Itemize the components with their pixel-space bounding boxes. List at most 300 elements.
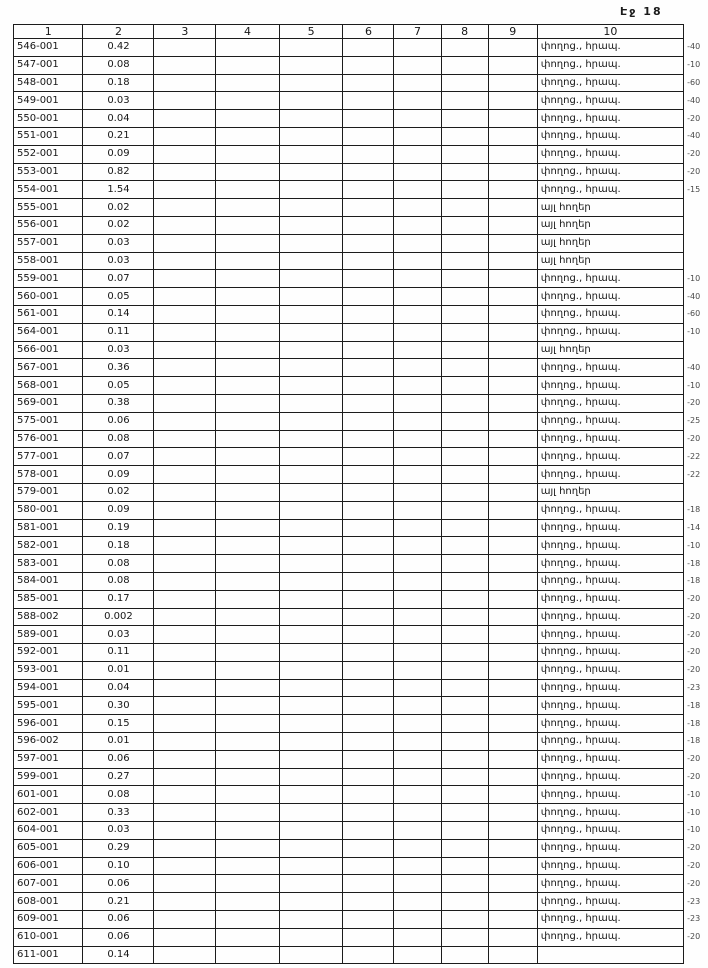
cell-empty [216, 501, 280, 519]
cell-empty [488, 412, 537, 430]
table-row [14, 822, 708, 840]
cell-land-type: փողոց., հրապ. [537, 145, 683, 163]
cell-empty [394, 288, 441, 306]
cell-empty [154, 555, 216, 573]
cell-empty [216, 270, 280, 288]
cell-empty [343, 181, 394, 199]
cell-empty [488, 875, 537, 893]
cell-empty [216, 56, 280, 74]
margin-mark: -10 [687, 789, 701, 799]
cell-land-type: փողոց., հրապ. [537, 394, 683, 412]
cell-empty [216, 875, 280, 893]
cell-land-type: փողոց., հրապ. [537, 572, 683, 590]
cell-area-value: 0.02 [83, 199, 154, 217]
cell-area-value: 0.82 [83, 163, 154, 181]
cell-empty [279, 804, 343, 822]
cell-parcel-code: 580-001 [14, 501, 83, 519]
cell-empty [441, 377, 488, 395]
cell-land-type: փողոց., հրապ. [537, 750, 683, 768]
cell-empty [216, 127, 280, 145]
table-row [14, 626, 708, 644]
column-header: 5 [279, 25, 343, 39]
cell-empty [154, 466, 216, 484]
cell-empty [279, 519, 343, 537]
cell-empty [343, 946, 394, 964]
cell-empty [394, 92, 441, 110]
cell-empty [441, 56, 488, 74]
cell-empty [154, 786, 216, 804]
margin-mark: -22 [687, 451, 701, 461]
cell-empty [394, 804, 441, 822]
cell-empty [343, 928, 394, 946]
cell-land-type: փողոց., հրապ. [537, 448, 683, 466]
margin-mark: -18 [687, 718, 701, 728]
cell-empty [441, 839, 488, 857]
cell-area-value: 0.06 [83, 928, 154, 946]
table-header-row [14, 25, 708, 39]
cell-empty [394, 590, 441, 608]
cell-empty [441, 644, 488, 662]
cell-empty [394, 715, 441, 733]
cell-empty [343, 555, 394, 573]
cell-empty [279, 893, 343, 911]
cell-empty [394, 145, 441, 163]
table-row [14, 412, 708, 430]
cell-empty [216, 893, 280, 911]
cell-empty [343, 733, 394, 751]
cell-empty [154, 199, 216, 217]
cell-empty [343, 127, 394, 145]
cell-parcel-code: 551-001 [14, 127, 83, 145]
cell-empty [488, 857, 537, 875]
cell-empty [343, 804, 394, 822]
cell-land-type: այլ հողեր [537, 216, 683, 234]
cell-empty [394, 359, 441, 377]
cell-parcel-code: 554-001 [14, 181, 83, 199]
table-row [14, 448, 708, 466]
cell-area-value: 0.08 [83, 786, 154, 804]
cell-empty [488, 127, 537, 145]
cell-area-value: 0.17 [83, 590, 154, 608]
cell-empty [279, 911, 343, 929]
cell-empty [343, 822, 394, 840]
cell-empty [154, 911, 216, 929]
cell-parcel-code: 581-001 [14, 519, 83, 537]
table-row [14, 145, 708, 163]
cell-empty [216, 608, 280, 626]
cell-empty [216, 394, 280, 412]
table-row [14, 216, 708, 234]
cell-land-type: այլ հողեր [537, 341, 683, 359]
cell-land-type: փողոց., հրապ. [537, 644, 683, 662]
cell-area-value: 0.03 [83, 92, 154, 110]
cell-land-type: փողոց., հրապ. [537, 822, 683, 840]
margin-mark: -20 [687, 611, 701, 621]
cell-empty [441, 626, 488, 644]
cell-land-type: փողոց., հրապ. [537, 377, 683, 395]
cell-area-value: 0.06 [83, 412, 154, 430]
margin-mark: -18 [687, 736, 701, 746]
margin-mark [684, 946, 708, 964]
cell-empty [394, 74, 441, 92]
column-header: 10 [537, 25, 683, 39]
cell-empty [154, 590, 216, 608]
cell-empty [441, 946, 488, 964]
cell-empty [343, 644, 394, 662]
cell-parcel-code: 552-001 [14, 145, 83, 163]
cell-empty [488, 199, 537, 217]
cell-empty [154, 181, 216, 199]
cell-empty [488, 110, 537, 128]
cell-empty [441, 270, 488, 288]
cell-empty [488, 644, 537, 662]
cell-empty [154, 163, 216, 181]
cell-land-type: փողոց., հրապ. [537, 110, 683, 128]
cell-area-value: 0.09 [83, 501, 154, 519]
cell-empty [154, 626, 216, 644]
cell-empty [343, 572, 394, 590]
cell-empty [216, 555, 280, 573]
table-row [14, 661, 708, 679]
cell-empty [441, 483, 488, 501]
cell-empty [441, 110, 488, 128]
table-row [14, 590, 708, 608]
cell-empty [343, 394, 394, 412]
cell-empty [343, 39, 394, 57]
cell-empty [441, 715, 488, 733]
cell-parcel-code: 549-001 [14, 92, 83, 110]
cell-empty [488, 768, 537, 786]
table-row [14, 679, 708, 697]
cell-area-value: 0.14 [83, 305, 154, 323]
cell-empty [394, 839, 441, 857]
margin-mark: -60 [687, 77, 701, 87]
cell-parcel-code: 589-001 [14, 626, 83, 644]
cell-area-value: 0.38 [83, 394, 154, 412]
cell-area-value: 0.05 [83, 377, 154, 395]
cell-empty [216, 412, 280, 430]
margin-mark [684, 216, 708, 234]
cell-empty [488, 661, 537, 679]
cell-parcel-code: 610-001 [14, 928, 83, 946]
cell-empty [154, 270, 216, 288]
table-row [14, 715, 708, 733]
cell-empty [394, 163, 441, 181]
cell-empty [279, 448, 343, 466]
cell-parcel-code: 584-001 [14, 572, 83, 590]
cell-parcel-code: 560-001 [14, 288, 83, 306]
table-row [14, 270, 708, 288]
cell-parcel-code: 577-001 [14, 448, 83, 466]
table-row [14, 199, 708, 217]
cell-empty [216, 572, 280, 590]
cell-empty [216, 822, 280, 840]
cell-empty [216, 74, 280, 92]
cell-area-value: 0.08 [83, 56, 154, 74]
cell-land-type: փողոց., հրապ. [537, 127, 683, 145]
cell-land-type: փողոց., հրապ. [537, 359, 683, 377]
cell-empty [343, 786, 394, 804]
cell-land-type: փողոց., հրապ. [537, 537, 683, 555]
cell-empty [279, 92, 343, 110]
cell-empty [343, 323, 394, 341]
cell-area-value: 0.21 [83, 893, 154, 911]
cell-land-type: փողոց., հրապ. [537, 768, 683, 786]
cell-parcel-code: 583-001 [14, 555, 83, 573]
cell-empty [488, 946, 537, 964]
cell-empty [441, 323, 488, 341]
cell-parcel-code: 593-001 [14, 661, 83, 679]
margin-mark: -18 [687, 700, 701, 710]
cell-empty [488, 537, 537, 555]
cell-empty [488, 163, 537, 181]
cell-parcel-code: 607-001 [14, 875, 83, 893]
cell-empty [394, 448, 441, 466]
cell-empty [441, 768, 488, 786]
cell-empty [154, 946, 216, 964]
cell-empty [279, 74, 343, 92]
table-row [14, 572, 708, 590]
cell-empty [488, 288, 537, 306]
cell-land-type: այլ հողեր [537, 234, 683, 252]
cell-empty [394, 252, 441, 270]
cell-empty [441, 555, 488, 573]
cell-empty [216, 448, 280, 466]
margin-mark: -10 [687, 807, 701, 817]
cell-empty [279, 252, 343, 270]
cell-empty [394, 911, 441, 929]
cell-empty [154, 857, 216, 875]
cell-empty [279, 822, 343, 840]
cell-empty [279, 661, 343, 679]
cell-empty [154, 430, 216, 448]
cell-empty [343, 341, 394, 359]
cell-area-value: 0.11 [83, 644, 154, 662]
cell-empty [488, 697, 537, 715]
cell-land-type: փողոց., հրապ. [537, 305, 683, 323]
cell-empty [343, 199, 394, 217]
margin-mark: -20 [687, 629, 701, 639]
cell-empty [279, 483, 343, 501]
cell-land-type: փողոց., հրապ. [537, 555, 683, 573]
cell-empty [216, 163, 280, 181]
cell-parcel-code: 553-001 [14, 163, 83, 181]
cell-empty [343, 697, 394, 715]
cell-empty [279, 750, 343, 768]
margin-mark: -15 [687, 184, 701, 194]
cell-empty [394, 394, 441, 412]
cell-empty [488, 252, 537, 270]
cell-parcel-code: 597-001 [14, 750, 83, 768]
cell-parcel-code: 579-001 [14, 483, 83, 501]
cell-empty [343, 839, 394, 857]
cell-empty [154, 839, 216, 857]
cell-empty [216, 786, 280, 804]
cell-empty [279, 466, 343, 484]
cell-empty [441, 893, 488, 911]
cell-area-value: 0.09 [83, 466, 154, 484]
cell-empty [394, 608, 441, 626]
table-row [14, 804, 708, 822]
table-row [14, 377, 708, 395]
cell-empty [343, 110, 394, 128]
cell-empty [343, 92, 394, 110]
cell-empty [154, 697, 216, 715]
cell-parcel-code: 594-001 [14, 679, 83, 697]
cell-empty [154, 110, 216, 128]
cell-area-value: 1.54 [83, 181, 154, 199]
table-row [14, 359, 708, 377]
cell-parcel-code: 548-001 [14, 74, 83, 92]
cell-empty [441, 163, 488, 181]
page-number-label: Էջ 18 [620, 5, 663, 18]
cell-empty [279, 644, 343, 662]
cell-empty [216, 946, 280, 964]
cell-empty [343, 305, 394, 323]
cell-empty [154, 644, 216, 662]
cell-empty [488, 216, 537, 234]
cell-empty [216, 39, 280, 57]
cell-empty [394, 644, 441, 662]
cell-empty [394, 893, 441, 911]
cell-empty [279, 626, 343, 644]
cell-empty [394, 412, 441, 430]
cell-empty [279, 857, 343, 875]
cell-area-value: 0.03 [83, 341, 154, 359]
cell-land-type: փողոց., հրապ. [537, 590, 683, 608]
cell-empty [343, 448, 394, 466]
cell-parcel-code: 605-001 [14, 839, 83, 857]
cell-empty [343, 216, 394, 234]
cell-empty [441, 519, 488, 537]
cell-empty [343, 252, 394, 270]
cell-empty [216, 110, 280, 128]
table-row [14, 56, 708, 74]
cell-empty [441, 412, 488, 430]
cell-empty [394, 946, 441, 964]
cell-empty [488, 377, 537, 395]
cell-empty [154, 394, 216, 412]
margin-mark: -20 [687, 843, 701, 853]
cell-area-value: 0.42 [83, 39, 154, 57]
cell-empty [394, 857, 441, 875]
cell-parcel-code: 588-002 [14, 608, 83, 626]
cell-empty [441, 199, 488, 217]
cell-empty [441, 252, 488, 270]
cell-parcel-code: 592-001 [14, 644, 83, 662]
cell-empty [488, 448, 537, 466]
cell-land-type: փողոց., հրապ. [537, 519, 683, 537]
cell-empty [394, 341, 441, 359]
cell-empty [343, 466, 394, 484]
cell-empty [343, 750, 394, 768]
cell-empty [154, 323, 216, 341]
cell-empty [441, 394, 488, 412]
table-row [14, 537, 708, 555]
cell-empty [279, 359, 343, 377]
cell-land-type: փողոց., հրապ. [537, 412, 683, 430]
table-row [14, 555, 708, 573]
cell-empty [441, 234, 488, 252]
cell-empty [154, 537, 216, 555]
cell-area-value: 0.19 [83, 519, 154, 537]
cell-empty [216, 928, 280, 946]
cell-empty [394, 768, 441, 786]
cell-area-value: 0.09 [83, 145, 154, 163]
cell-empty [343, 412, 394, 430]
cell-empty [216, 679, 280, 697]
cell-land-type: փողոց., հրապ. [537, 56, 683, 74]
cell-area-value: 0.06 [83, 750, 154, 768]
cell-area-value: 0.30 [83, 697, 154, 715]
margin-mark: -20 [687, 861, 701, 871]
cell-empty [154, 768, 216, 786]
cell-empty [394, 234, 441, 252]
cell-empty [216, 644, 280, 662]
cell-parcel-code: 564-001 [14, 323, 83, 341]
cell-area-value: 0.11 [83, 323, 154, 341]
cell-parcel-code: 559-001 [14, 270, 83, 288]
cell-empty [154, 359, 216, 377]
cell-empty [441, 572, 488, 590]
cell-area-value: 0.03 [83, 626, 154, 644]
cell-empty [216, 359, 280, 377]
cell-empty [154, 341, 216, 359]
cell-empty [279, 501, 343, 519]
cell-empty [216, 92, 280, 110]
cell-empty [441, 679, 488, 697]
cell-empty [441, 733, 488, 751]
cell-empty [394, 519, 441, 537]
table-row [14, 839, 708, 857]
cell-empty [441, 288, 488, 306]
cell-area-value: 0.03 [83, 822, 154, 840]
margin-mark [684, 341, 708, 359]
cell-empty [216, 911, 280, 929]
cell-area-value: 0.02 [83, 483, 154, 501]
cell-land-type: փողոց., հրապ. [537, 608, 683, 626]
cell-parcel-code: 547-001 [14, 56, 83, 74]
cell-empty [279, 946, 343, 964]
cell-empty [154, 234, 216, 252]
margin-mark: -20 [687, 754, 701, 764]
cell-empty [488, 39, 537, 57]
margin-header-spacer [684, 25, 708, 39]
table-row [14, 946, 708, 964]
cell-parcel-code: 561-001 [14, 305, 83, 323]
margin-mark: -20 [687, 647, 701, 657]
cell-empty [441, 305, 488, 323]
cell-empty [394, 555, 441, 573]
cell-area-value: 0.15 [83, 715, 154, 733]
cell-empty [154, 804, 216, 822]
cell-empty [488, 679, 537, 697]
cell-empty [488, 750, 537, 768]
cell-empty [343, 288, 394, 306]
cell-land-type: փողոց., հրապ. [537, 501, 683, 519]
cell-empty [154, 74, 216, 92]
table-row [14, 39, 708, 57]
cell-empty [441, 341, 488, 359]
cell-parcel-code: 606-001 [14, 857, 83, 875]
cell-empty [394, 216, 441, 234]
column-header: 3 [154, 25, 216, 39]
cell-land-type: փողոց., հրապ. [537, 679, 683, 697]
cell-empty [154, 715, 216, 733]
cell-empty [488, 181, 537, 199]
cell-land-type: փողոց., հրապ. [537, 857, 683, 875]
cell-empty [394, 697, 441, 715]
